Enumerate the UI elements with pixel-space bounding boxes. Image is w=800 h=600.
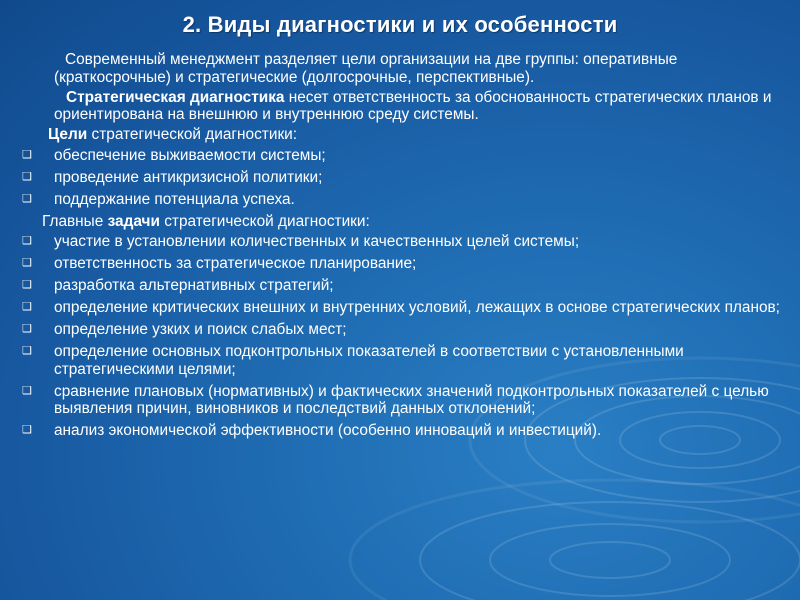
intro-paragraph: Современный менеджмент разделяет цели организации на две группы: оперативные (краткосрочные) и стратегические (долгосрочные, перспективные). [54,51,678,86]
strategic-diagnostics-paragraph [22,89,782,124]
tasks-list-item [22,321,782,339]
tasks-item-text: определение узких и поиск слабых мест; [54,321,347,338]
tasks-heading-pre: Главные [42,212,108,230]
square-bullet-icon: ❑ [22,345,32,357]
strategic-diagnostics-text: несет ответственность за обоснованность стратегических планов и ориентирована на внешнюю и внутреннюю среду системы. [54,88,772,123]
tasks-heading-bold: задачи [107,212,160,230]
goals-heading [22,126,782,144]
tasks-item-text: участие в установлении количественных и качественных целей системы; [54,233,580,250]
tasks-list-item [22,277,782,295]
goals-list-item [22,169,782,187]
square-bullet-icon: ❑ [22,279,32,291]
tasks-list-item [22,422,782,440]
tasks-heading-text: стратегической диагностики: [159,212,370,230]
tasks-item-text: анализ экономической эффективности (особенно инноваций и инвестиций). [54,422,602,439]
square-bullet-icon: ❑ [22,301,32,313]
square-bullet-icon: ❑ [22,148,32,161]
tasks-list-item [22,299,782,317]
goals-item-text: проведение антикризисной политики; [54,168,323,186]
square-bullet-icon: ❑ [22,384,32,397]
tasks-heading [22,213,782,231]
tasks-list-item [22,255,782,273]
goals-heading-text: стратегической диагностики: [87,126,298,143]
tasks-item-text: определение критических внешних и внутренних условий, лежащих в основе стратегических планов; [54,299,780,316]
goals-list-item [22,191,782,209]
square-bullet-icon: ❑ [22,192,32,205]
square-bullet-icon: ❑ [22,170,32,183]
square-bullet-icon: ❑ [22,424,32,436]
strategic-diagnostics-term: Стратегическая диагностика [66,88,285,106]
goals-item-text: обеспечение выживаемости системы; [54,146,326,164]
goals-list [22,147,782,209]
tasks-item-text: разработка альтернативных стратегий; [54,277,334,294]
goals-heading-bold: Цели [48,126,88,143]
slide-body [22,51,782,444]
tasks-list-item [22,343,782,378]
square-bullet-icon: ❑ [22,323,32,335]
tasks-item-text: ответственность за стратегическое планирование; [54,255,417,272]
tasks-item-text: сравнение плановых (нормативных) и фактических значений подконтрольных показателей с целью выявления причин, виновников и последствий данных отклонений; [54,382,769,417]
goals-item-text: поддержание потенциала успеха. [54,190,295,208]
goals-list-item [22,147,782,165]
square-bullet-icon: ❑ [22,235,32,247]
tasks-item-text: определение основных подконтрольных показателей в соответствии с установленными стратегическими целями; [54,343,684,378]
square-bullet-icon: ❑ [22,257,32,269]
tasks-list [22,233,782,440]
tasks-list-item [22,383,782,418]
tasks-list-item [22,233,782,251]
slide-title: 2. Виды диагностики и их особенности [182,12,618,37]
